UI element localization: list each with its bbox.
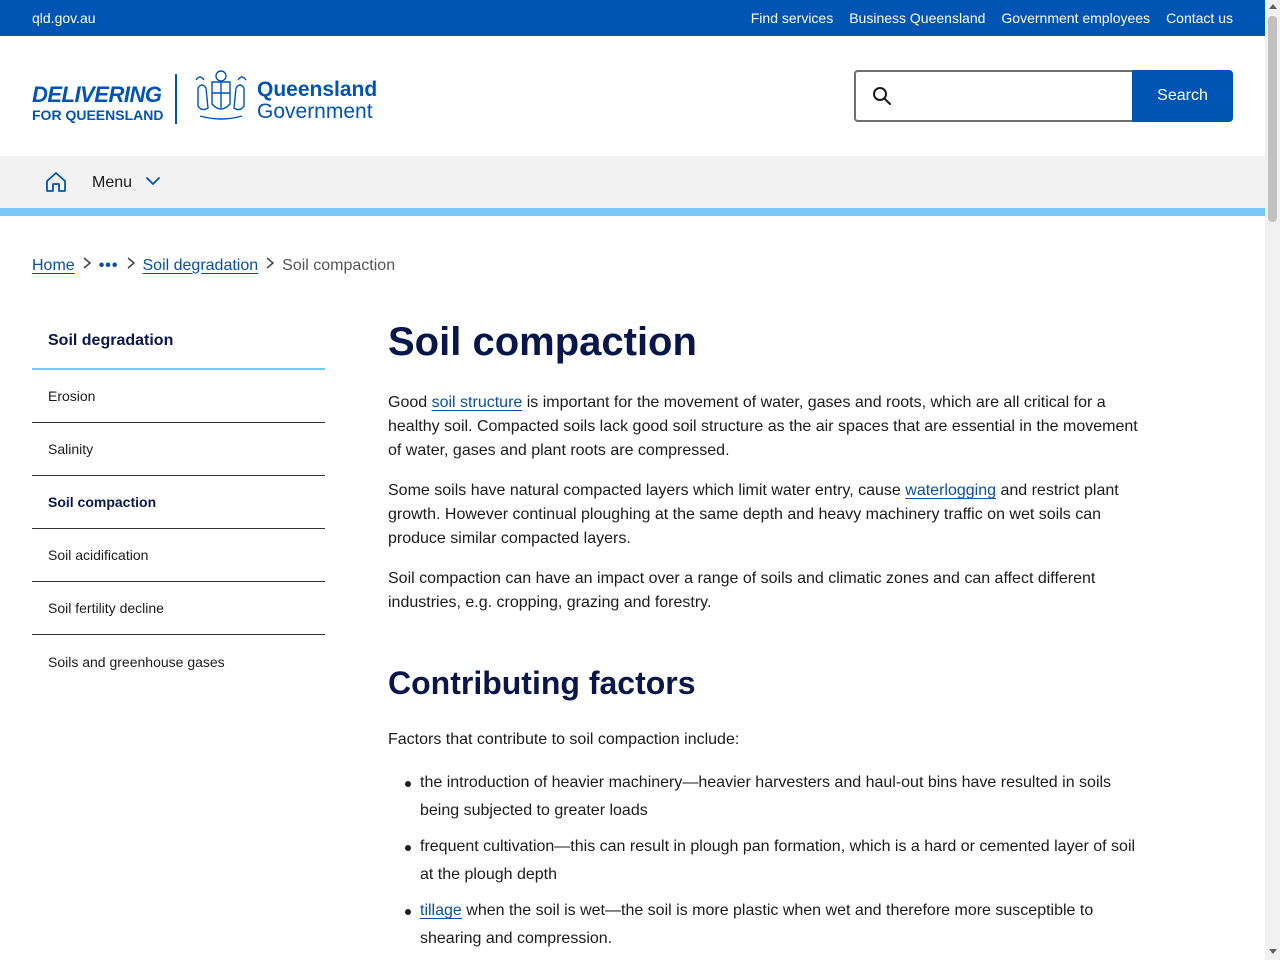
scroll-up-icon[interactable] xyxy=(1269,4,1277,9)
home-icon[interactable] xyxy=(44,170,68,194)
site-header xyxy=(0,36,1265,156)
bullet-1-text: the introduction of heavier machinery—heavier harvesters and haul-out bins have resulted in soils being subjected to greater loads xyxy=(420,774,1112,820)
bullet-icon xyxy=(405,781,411,787)
site-home-link[interactable]: qld.gov.au xyxy=(32,10,96,26)
paragraph-2 xyxy=(388,479,1138,551)
nav-accent-bar xyxy=(0,208,1265,216)
main-nav xyxy=(0,156,1265,208)
page-scrollbar[interactable] xyxy=(1265,0,1280,960)
p1-pre: Good xyxy=(388,394,432,411)
breadcrumb-soil-degradation[interactable]: Soil degradation xyxy=(142,256,259,274)
paragraph-4: Factors that contribute to soil compaction include: xyxy=(388,731,740,749)
breadcrumb-ellipsis[interactable]: ••• xyxy=(98,256,119,274)
search-input[interactable] xyxy=(900,78,1128,114)
waterlogging-link[interactable]: waterlogging xyxy=(905,482,996,499)
chevron-down-icon[interactable] xyxy=(145,173,161,189)
gov-line1: Queensland xyxy=(257,78,378,101)
breadcrumb-current: Soil compaction xyxy=(282,256,396,274)
factors-list xyxy=(388,769,1138,953)
search-button[interactable]: Search xyxy=(1132,70,1233,122)
p2-post: and restrict plant growth. However continual ploughing at the same depth and heavy machinery traffic on wet soils can produce similar compacted layers. xyxy=(388,482,1119,547)
page-title: Soil compaction xyxy=(388,320,697,364)
logo-line1: DELIVERING xyxy=(32,82,162,107)
breadcrumb xyxy=(32,256,395,275)
paragraph-3: Soil compaction can have an impact over a range of soils and climatic zones and can affect different industries, e.g. cropping, grazing and forestry. xyxy=(388,570,1096,611)
chevron-right-icon xyxy=(119,256,143,275)
list-item xyxy=(388,897,1138,953)
menu-button[interactable]: Menu xyxy=(92,174,133,191)
scrollbar-thumb[interactable] xyxy=(1268,16,1277,222)
sidenav-heading[interactable]: Soil degradation xyxy=(32,316,325,370)
contributing-factors-heading: Contributing factors xyxy=(388,665,696,701)
sidenav-item-soils-greenhouse-gases[interactable]: Soils and greenhouse gases xyxy=(48,653,225,670)
soil-structure-link[interactable]: soil structure xyxy=(431,394,523,411)
utility-bar xyxy=(0,0,1265,36)
list-item xyxy=(388,769,1138,825)
sidenav-item-soil-fertility-decline[interactable]: Soil fertility decline xyxy=(32,582,325,635)
sidenav-item-soil-compaction[interactable]: Soil compaction xyxy=(32,476,325,529)
main-content xyxy=(388,316,1138,960)
chevron-right-icon xyxy=(258,256,282,275)
chevron-right-icon xyxy=(75,256,99,275)
p2-pre: Some soils have natural compacted layers which limit water entry, cause xyxy=(388,482,906,499)
queensland-government-logo[interactable] xyxy=(257,79,377,122)
bullet-2-text: frequent cultivation—this can result in plough pan formation, which is a hard or cemented layer of soil at the plough depth xyxy=(420,838,1136,884)
contact-us-link[interactable]: Contact us xyxy=(1166,10,1233,26)
gov-line2: Government xyxy=(257,100,373,123)
government-employees-link[interactable]: Government employees xyxy=(1001,10,1151,26)
p1-post: is important for the movement of water, gases and roots, which are all critical for a healthy soil. Compacted soils lack good soil structure as the air spaces that are essential in the movement of water, gases and plant roots are compressed. xyxy=(388,394,1138,459)
scroll-down-icon[interactable] xyxy=(1269,949,1277,954)
logo-line2: FOR QUEENSLAND xyxy=(32,107,164,123)
breadcrumb-home[interactable]: Home xyxy=(32,256,75,274)
paragraph-1 xyxy=(388,391,1138,463)
sidenav-item-salinity[interactable]: Salinity xyxy=(32,423,325,476)
utility-links xyxy=(751,10,1233,26)
business-queensland-link[interactable]: Business Queensland xyxy=(849,10,986,26)
bullet-3-text: when the soil is wet—the soil is more plastic when wet and therefore more susceptible to shearing and compression. xyxy=(420,902,1094,948)
search-icon xyxy=(870,84,894,108)
side-navigation xyxy=(32,316,325,688)
queensland-coat-of-arms-icon xyxy=(192,68,250,124)
delivering-for-queensland-logo[interactable] xyxy=(32,84,163,122)
tillage-link[interactable]: tillage xyxy=(420,902,462,920)
logo-divider xyxy=(175,74,177,124)
find-services-link[interactable]: Find services xyxy=(750,10,834,26)
sidenav-item-erosion[interactable]: Erosion xyxy=(32,370,325,423)
list-item xyxy=(388,833,1138,889)
search-field xyxy=(854,70,1134,122)
bullet-icon xyxy=(405,909,411,915)
bullet-icon xyxy=(405,845,411,851)
sidenav-item-soil-acidification[interactable]: Soil acidification xyxy=(32,529,325,582)
